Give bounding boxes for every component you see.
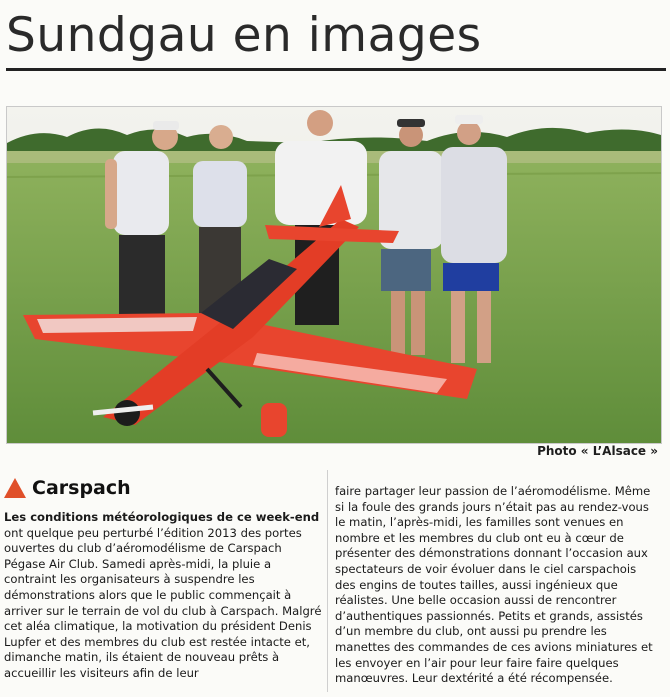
location-heading [4, 477, 131, 499]
article-column-right [335, 484, 655, 687]
article-column-left [4, 510, 322, 682]
title-rule [6, 68, 666, 71]
article-body-left: ont quelque peu perturbé l’édition 2013 des portes ouvertes du club d’aéromodélisme de Carspach Pégase Air Club. Samedi après-midi, la pluie a contraint les organisateurs à suspendre les démonstrations alors que le public commençait à arriver sur le terrain de vol du club à Carspach. Malgré cet aléa climatique, la motivation du président Denis Lupfer et des membres du club est restée intacte et, dimanche matin, ils étaient de nouveau prêts à accueillir les visiteurs afin de leur [4, 525, 322, 680]
column-divider [327, 470, 328, 692]
location-label: Carspach [32, 477, 131, 499]
article-photo [6, 106, 662, 444]
page-title: Sundgau en images [6, 8, 482, 63]
article-body-right: faire partager leur passion de l’aéromodélisme. Même si la foule des grands jours n’était pas au rendez-vous le matin, l’après-midi, les familles sont venues en nombre et les membres du club ont eu à cœur de présenter des démonstrations donnant l’occasion aux spectateurs de voir évoluer dans le ciel carspachois des engins de toutes tailles, aussi ingénieux que réalistes. Une belle occasion aussi de rencontrer d’authentiques passionnés. Petits et grands, assistés d’un membre du club, ont aussi pu prendre les manettes des commandes de ces avions miniatures et les envoyer en l’air pour leur faire faire quelques manœuvres. Leur dextérité a été récompensée. [335, 484, 653, 686]
article-lead: Les conditions météorologiques de ce week-end [4, 510, 320, 524]
photo-credit: Photo « L’Alsace » [537, 444, 658, 458]
triangle-icon [4, 478, 26, 498]
